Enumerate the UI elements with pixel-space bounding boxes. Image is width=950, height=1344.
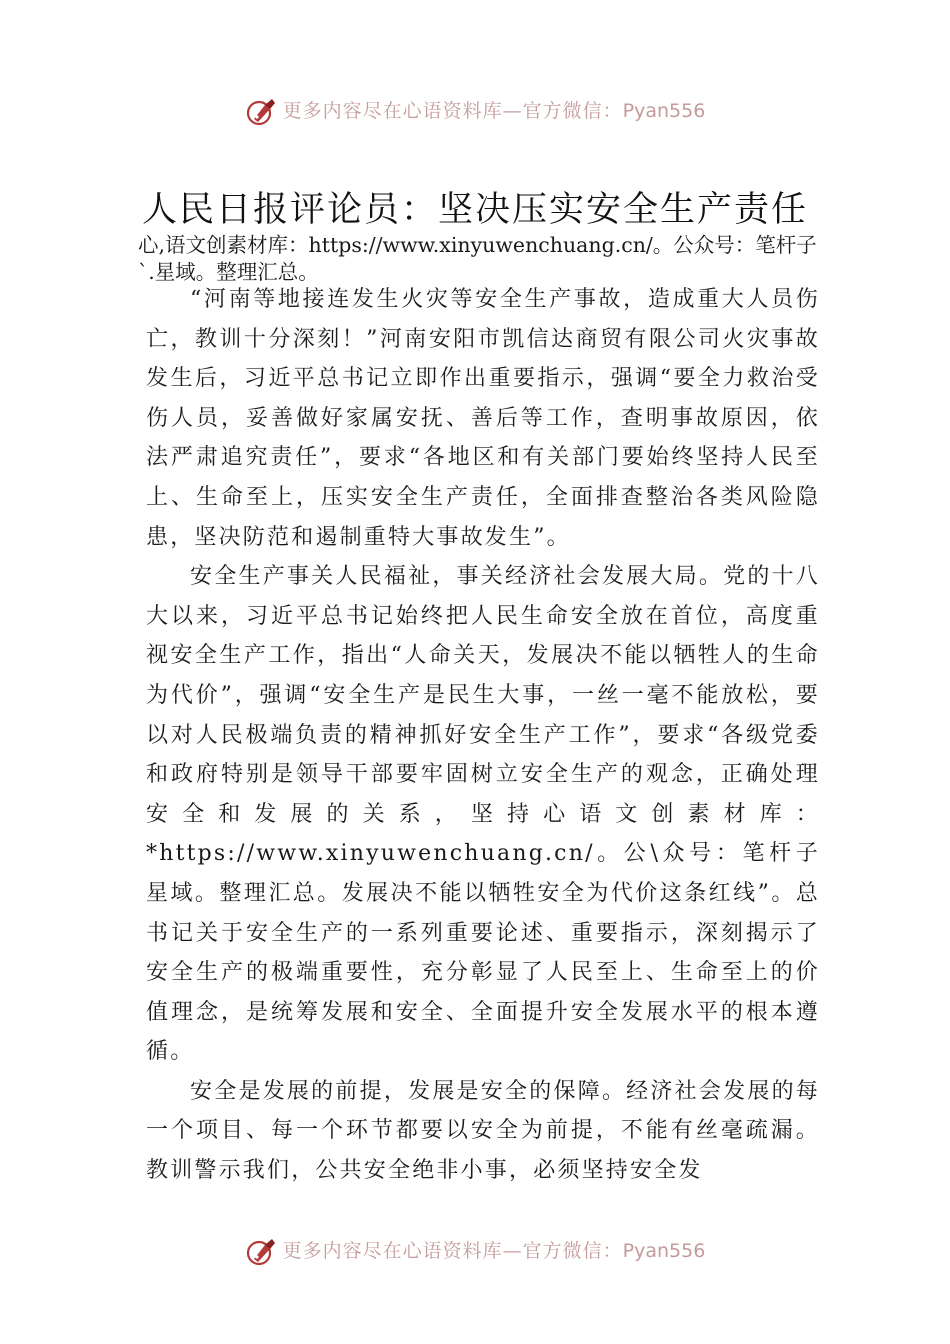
paragraph: 安全生产事关人民福祉，事关经济社会发展大局。党的十八大以来，习近平总书记始终把人民生命安全放在首位，高度重视安全生产工作，指出“人命关天，发展决不能以牺牲人的生命为代价”，强调“安全生产是民生大事，一丝一毫不能放松，要以对人民极端负责的精神抓好安全生产工作”，要求“各级党委和政府特别是领导干部要牢固树立安全生产的观念，正确处理安全和发展的关系，坚持心语文创素材库：*https://www.xinyuwenchuang.cn/。公\众号：笔杆子星域。整理汇总。发展决不能以牺牲安全为代价这条红线”。总书记关于安全生产的一系列重要论述、重要指示，深刻揭示了安全生产的极端重要性，充分彰显了人民至上、生命至上的价值理念，是统筹发展和安全、全面提升安全发展水平的根本遵循。: [146, 564, 820, 1065]
pen-nib-icon: [245, 1237, 279, 1267]
paragraph: “河南等地接连发生火灾等安全生产事故，造成重大人员伤亡，教训十分深刻！”河南安阳市凯信达商贸有限公司火灾事故发生后，习近平总书记立即作出重要指示，强调“要全力救治受伤人员，妥善做好家属安抚、善后等工作，查明事故原因，依法严肃追究责任”，要求“各地区和有关部门要始终坚持人民至上、生命至上，压实安全生产责任，全面排查整治各类风险隐患，坚决防范和遏制重特大事故发生”。: [146, 287, 820, 550]
article-title: 人民日报评论员：坚决压实安全生产责任: [141, 190, 808, 230]
source-note: 心,语文创素材库：https://www.xinyuwenchuang.cn/。公众号：笔杆子`.星域。整理汇总。: [138, 233, 817, 284]
pen-nib-icon: [245, 97, 279, 127]
footer-banner: [0, 1236, 950, 1267]
banner-wechat-id: Pyan556: [622, 100, 706, 122]
paragraph: 安全是发展的前提，发展是安全的保障。经济社会发展的每一个项目、每一个环节都要以安全为前提，不能有丝毫疏漏。教训警示我们，公共安全绝非小事，必须坚持安全发: [146, 1078, 820, 1184]
banner-text: 更多内容尽在心语资料库—官方微信：: [282, 100, 623, 122]
article-body: [146, 280, 820, 1191]
banner-text: 更多内容尽在心语资料库—官方微信：: [282, 1240, 623, 1262]
header-banner: [0, 96, 950, 127]
banner-wechat-id: Pyan556: [622, 1240, 706, 1262]
